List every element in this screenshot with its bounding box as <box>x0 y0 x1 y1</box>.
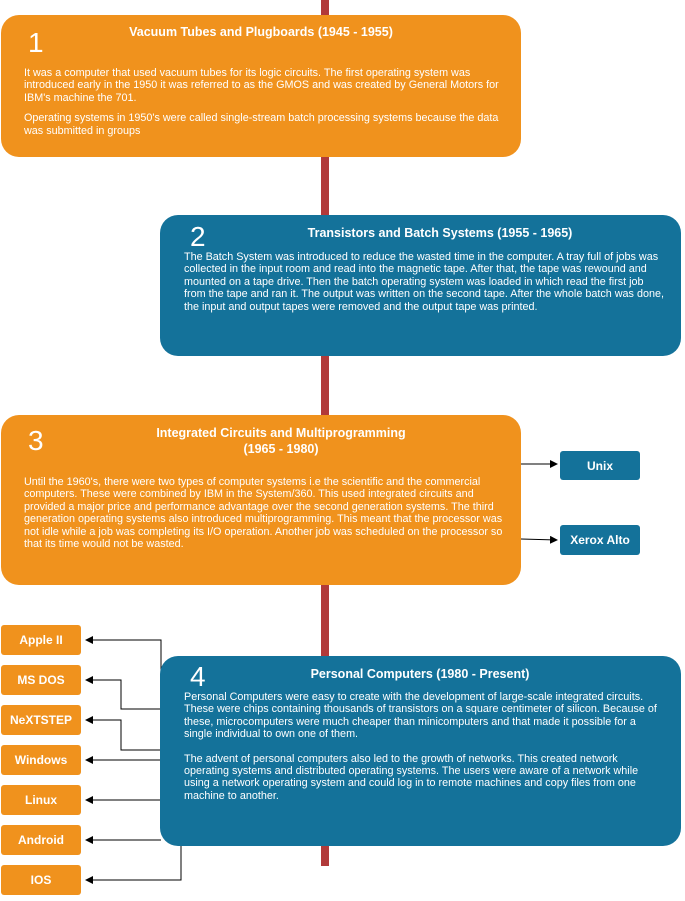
stage-4-paragraph: The advent of personal computers also led to the growth of networks. This created network operating systems and distributed operating systems. The users were aware of a network while using a network operating system and could log in to remote machines and copy files from one machine to another. <box>184 752 639 802</box>
stage-1-body <box>24 67 510 145</box>
stage-1-title: Vacuum Tubes and Plugboards (1945 - 1955) <box>129 25 393 39</box>
stage-4-body <box>184 691 662 810</box>
stage-2-title: Transistors and Batch Systems (1955 - 1965) <box>307 226 573 240</box>
arrow-to-ms-dos <box>86 680 161 709</box>
arrow-to-xerox-alto <box>521 539 557 540</box>
stage-1-number: 1 <box>28 27 44 58</box>
example-android: Android <box>1 825 81 855</box>
arrow-to-nextstep <box>86 720 161 750</box>
stage-3-number: 3 <box>28 425 44 456</box>
stage-3-paragraph: Until the 1960's, there were two types of computer systems i.e the scientific and the commercial computers. These were combined by IBM in the System/360. This used integrated circuits and provided a major price and performance advantage over the second generation systems. The third generation operating systems also introduced multiprogramming. This meant that the processor was not idle while a job was completing its I/O operation. Another job was scheduled on the processor so that its time would not be wasted. <box>24 476 503 551</box>
stage-1-paragraph: Operating systems in 1950's were called single-stream batch processing systems because the data was submitted in groups <box>24 112 499 137</box>
example-ms-dos: MS DOS <box>1 665 81 695</box>
stage-4-card <box>160 656 681 846</box>
arrow-to-ios <box>86 846 181 880</box>
stage-4-number: 4 <box>190 661 206 692</box>
stage-1-paragraph: It was a computer that used vacuum tubes for its logic circuits. The first operating system was introduced early in the 1950 it was referred to as the GMOS and was created by General Motors for IBM's machine the 701. <box>24 67 499 104</box>
example-ios: IOS <box>1 865 81 895</box>
example-apple-ii: Apple II <box>1 625 81 655</box>
example-nextstep: NeXTSTEP <box>1 705 81 735</box>
stage-3-title <box>71 426 491 456</box>
stage-1-card <box>1 15 521 157</box>
stage-4-paragraph: Personal Computers were easy to create with the development of large-scale integrated circuits. These were chips containing thousands of transistors on a square centimeter of silicon. Because of these, microcomputers were much cheaper than minicomputers and that made it possible for a single individual to own one of them. <box>184 691 657 741</box>
example-windows: Windows <box>1 745 81 775</box>
example-linux: Linux <box>1 785 81 815</box>
example-xerox-alto: Xerox Alto <box>560 525 640 555</box>
stage-3-body <box>24 476 510 558</box>
stage-3-title-line1: Integrated Circuits and Multiprogramming <box>156 426 406 440</box>
stage-2-paragraph: The Batch System was introduced to reduce the wasted time in the computer. A tray full of jobs was collected in the input room and read into the magnetic tape. After that, the tape was rewound and mounted on a tape drive. Then the batch operating system was loaded in which read the first job from the tape and ran it. The output was written on the second tape. After the whole batch was done, the input and output tapes were removed and the output tape was printed. <box>184 251 664 313</box>
stage-3-card <box>1 415 521 585</box>
example-unix: Unix <box>560 451 640 480</box>
stage-3-title-line2: (1965 - 1980) <box>243 442 319 456</box>
stage-2-body <box>184 251 668 321</box>
stage-2-number: 2 <box>190 221 206 252</box>
stage-2-card <box>160 215 681 356</box>
stage-4-title: Personal Computers (1980 - Present) <box>310 667 530 681</box>
arrow-to-apple-ii <box>86 640 161 680</box>
